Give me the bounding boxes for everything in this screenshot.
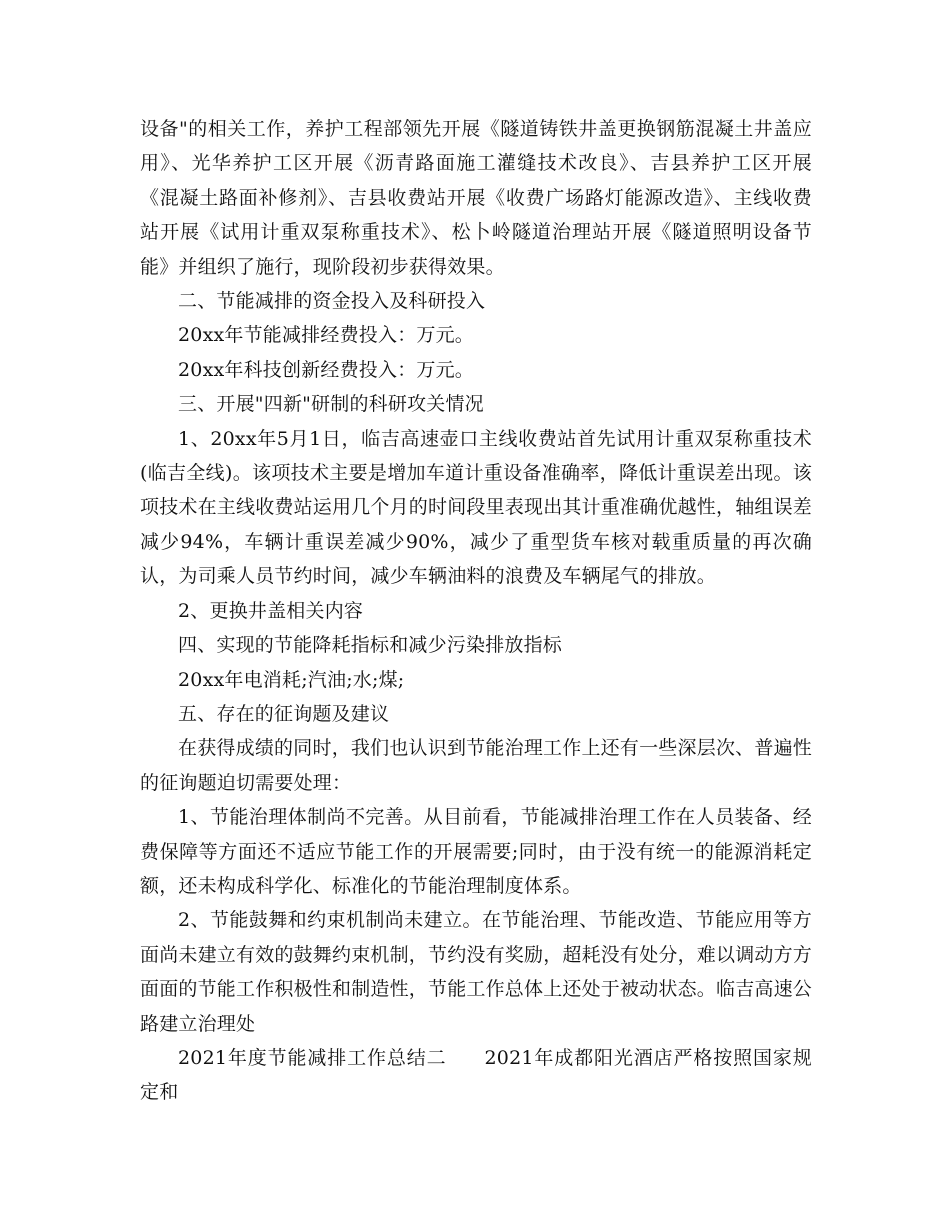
- heading-research: 三、开展"四新"研制的科研攻关情况: [178, 393, 484, 416]
- heading-indicators: 四、实现的节能降耗指标和减少污染排放指标: [178, 634, 563, 657]
- paragraph-problem-1: 1、节能治理体制尚不完善。从目前看，节能减排治理工作在人员装备、经费保障等方面还不适应节能工作的开展需要;同时，由于没有统一的能源消耗定额，还未构成科学化、标准化的节能治理制度体系。: [140, 806, 812, 897]
- section-title-summary-two: 2021年度节能减排工作总结二: [178, 1046, 447, 1069]
- paragraph-energy-funding: 20xx年节能减排经费投入：万元。: [178, 324, 475, 347]
- section-opening-text: 2021年成都阳光酒店严格按照国家规定和: [140, 1046, 812, 1104]
- paragraph-continued-projects: 设备"的相关工作，养护工程部领先开展《隧道铸铁井盖更换钢筋混凝土井盖应用》、光华养护工区开展《沥青路面施工灌缝技术改良》、吉县养护工区开展《混凝土路面补修剂》、吉县收费站开展《收费广场路灯能源改造》、主线收费站开展《试用计重双泵称重技术》、松卜岭隧道治理站开展《隧道照明设备节能》并组织了施行，现阶段初步获得效果。: [140, 118, 812, 278]
- heading-problems: 五、存在的征询题及建议: [178, 702, 390, 725]
- paragraph-tech-funding: 20xx年科技创新经费投入：万元。: [178, 358, 475, 381]
- paragraph-problems-intro: 在获得成绩的同时，我们也认识到节能治理工作上还有一些深层次、普遍性的征询题迫切需要处理：: [140, 737, 812, 794]
- paragraph-problem-2: 2、节能鼓舞和约束机制尚未建立。在节能治理、节能改造、节能应用等方面尚未建立有效的鼓舞约束机制，节约没有奖励，超耗没有处分，难以调动方方面面的节能工作积极性和制造性，节能工作总体上还处于被动状态。临吉高速公路建立治理处: [140, 909, 813, 1035]
- document-body: [140, 112, 812, 1110]
- paragraph-weighing-tech: 1、20xx年5月1日，临吉高速壶口主线收费站首先试用计重双泵称重技术(临吉全线)。该项技术主要是增加车道计重设备准确率，降低计重误差出现。该项技术在主线收费站运用几个月的时间段里表现出其计重准确优越性，轴组误差减少94%，车辆计重误差减少90%，减少了重型货车核对载重质量的再次确认，为司乘人员节约时间，减少车辆油料的浪费及车辆尾气的排放。: [140, 427, 813, 588]
- paragraph-summary-two: [140, 1041, 812, 1110]
- paragraph-manhole-cover: 2、更换井盖相关内容: [178, 599, 364, 622]
- heading-funding: 二、节能减排的资金投入及科研投入: [178, 290, 486, 313]
- paragraph-consumption: 20xx年电消耗;汽油;水;煤;: [178, 668, 405, 691]
